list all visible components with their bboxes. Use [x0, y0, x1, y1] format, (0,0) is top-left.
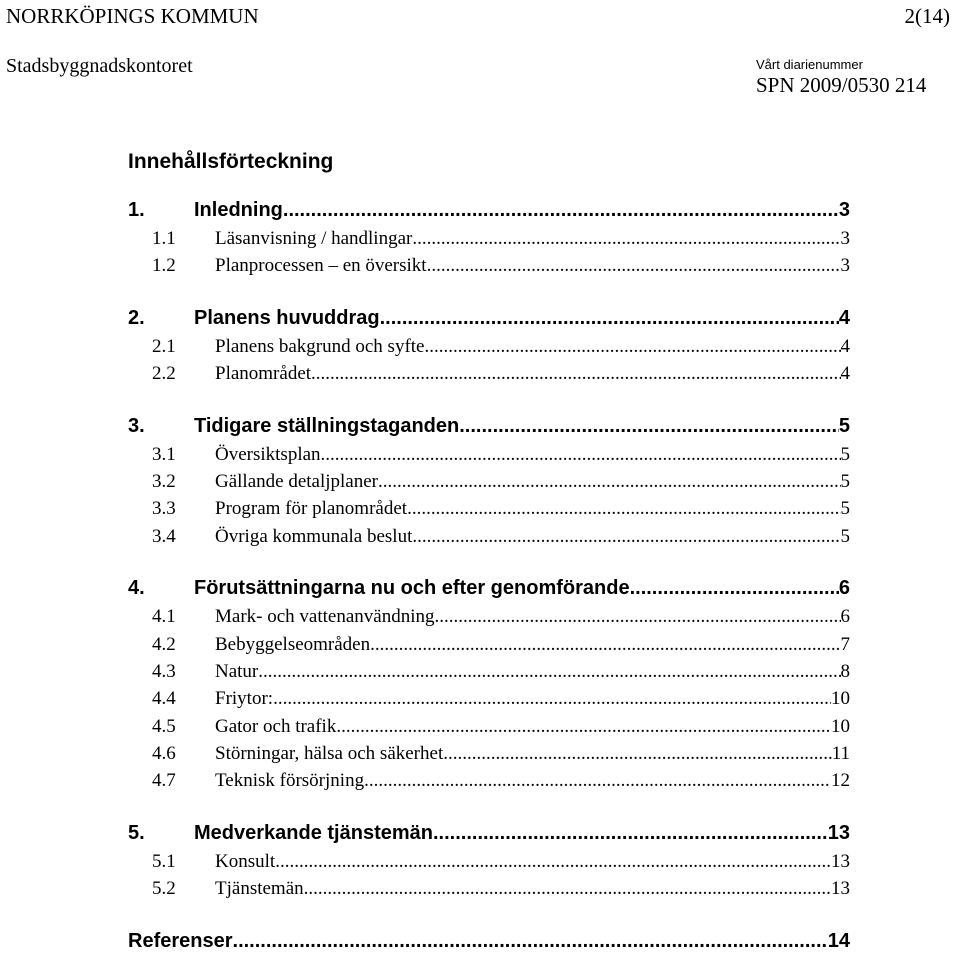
toc-entry-number: 1. — [128, 199, 145, 221]
toc-dot-leader — [370, 634, 840, 656]
toc-entry-number: 4.3 — [152, 660, 176, 682]
toc-entry-page: 13 — [827, 821, 850, 844]
toc-entry-number: 5.2 — [152, 878, 176, 900]
toc-dot-leader — [427, 255, 841, 277]
toc-entry-label: Förutsättningarna nu och efter genomförande — [194, 577, 630, 600]
toc-entry-number: 3.4 — [152, 525, 176, 547]
toc-entry-page: 5 — [840, 525, 850, 547]
toc-entry-page: 4 — [840, 363, 850, 385]
toc-section-entry[interactable] — [128, 307, 850, 336]
toc-dot-leader — [407, 498, 840, 520]
toc-entry-label: Inledning — [194, 199, 283, 221]
toc-section-entry[interactable] — [128, 822, 850, 851]
toc-dot-leader — [434, 606, 840, 628]
toc-subsection-entry[interactable] — [128, 851, 850, 878]
toc-entry-page: 4 — [838, 306, 850, 329]
toc-dot-leader — [304, 878, 831, 900]
toc-subsection-entry[interactable] — [128, 471, 850, 498]
toc-entry-label: Referenser — [128, 929, 233, 952]
toc-section-entry[interactable] — [128, 577, 850, 606]
organization-name: NORRKÖPINGS KOMMUN — [6, 4, 259, 28]
toc-dot-leader — [275, 851, 831, 873]
toc-entry-number: 1.1 — [152, 228, 176, 249]
table-of-contents — [128, 199, 850, 959]
toc-section-gap — [128, 553, 850, 577]
toc-entry-label: Gällande detaljplaner — [215, 470, 379, 492]
toc-dot-leader — [336, 716, 831, 738]
toc-entry-page: 8 — [840, 660, 850, 682]
toc-section-gap — [128, 906, 850, 930]
toc-entry-page: 13 — [831, 878, 850, 900]
toc-section-entry[interactable] — [128, 199, 850, 228]
toc-entry-page: 5 — [840, 498, 850, 520]
toc-entry-label: Planprocessen – en översikt — [215, 255, 427, 277]
toc-section-entry[interactable] — [128, 415, 850, 444]
toc-subsection-entry[interactable] — [128, 498, 850, 525]
toc-dot-leader — [233, 930, 828, 953]
toc-dot-leader — [283, 199, 839, 222]
toc-dot-leader — [412, 526, 840, 548]
toc-entry-number: 2. — [128, 306, 145, 329]
toc-entry-label: Konsult — [215, 850, 276, 872]
toc-dot-leader — [273, 688, 831, 710]
toc-entry-number: 4.6 — [152, 743, 176, 765]
toc-subsection-entry[interactable] — [128, 255, 850, 282]
toc-entry-number: 4.5 — [152, 715, 176, 737]
toc-entry-label: Medverkande tjänstemän — [194, 821, 433, 844]
toc-entry-label: Program för planområdet — [215, 498, 408, 520]
toc-dot-leader — [311, 363, 840, 385]
toc-dot-leader — [630, 577, 839, 600]
toc-entry-label: Tidigare ställningstaganden — [194, 414, 460, 437]
toc-title: Innehållsförteckning — [128, 150, 334, 173]
toc-entry-label: Gator och trafik — [215, 715, 337, 737]
toc-entry-page: 3 — [838, 199, 850, 221]
toc-entry-page: 5 — [840, 443, 850, 465]
toc-entry-page: 10 — [831, 688, 850, 710]
toc-subsection-entry[interactable] — [128, 228, 850, 255]
toc-entry-number: 3.2 — [152, 470, 176, 492]
toc-entry-number: 3.1 — [152, 443, 176, 465]
toc-entry-page: 3 — [840, 255, 850, 277]
toc-dot-leader — [380, 307, 839, 330]
toc-entry-label: Natur — [215, 660, 259, 682]
toc-subsection-entry[interactable] — [128, 336, 850, 363]
toc-entry-label: Läsanvisning / handlingar — [215, 228, 413, 249]
page-number: 2(14) — [904, 4, 950, 28]
toc-subsection-entry[interactable] — [128, 743, 850, 770]
toc-subsection-entry[interactable] — [128, 363, 850, 390]
toc-entry-page: 5 — [840, 470, 850, 492]
reference-label: Vårt diarienummer — [756, 57, 863, 72]
toc-dot-leader — [364, 770, 831, 792]
reference-number: SPN 2009/0530 214 — [756, 73, 927, 97]
toc-entry-page: 10 — [831, 715, 850, 737]
toc-entry-number: 5. — [128, 821, 145, 844]
toc-entry-page: 14 — [827, 929, 850, 952]
toc-subsection-entry[interactable] — [128, 444, 850, 471]
department-name: Stadsbyggnadskontoret — [6, 55, 193, 77]
toc-entry-number: 5.1 — [152, 850, 176, 872]
toc-entry-label: Teknisk försörjning — [215, 770, 365, 792]
toc-subsection-entry[interactable] — [128, 878, 850, 905]
toc-entry-label: Mark- och vattenanvändning — [215, 606, 435, 628]
toc-entry-number: 2.2 — [152, 363, 176, 385]
toc-entry-page: 6 — [840, 606, 850, 628]
toc-subsection-entry[interactable] — [128, 661, 850, 688]
toc-entry-page: 3 — [840, 228, 850, 249]
toc-subsection-entry[interactable] — [128, 634, 850, 661]
toc-entry-label: Planområdet — [215, 363, 312, 385]
toc-entry-page: 12 — [831, 770, 850, 792]
toc-entry-label: Planens huvuddrag — [194, 306, 380, 329]
toc-subsection-entry[interactable] — [128, 526, 850, 553]
toc-entry-label: Störningar, hälsa och säkerhet — [215, 743, 444, 765]
toc-entry-page: 4 — [840, 335, 850, 357]
toc-subsection-entry[interactable] — [128, 688, 850, 715]
toc-entry-number: 3. — [128, 414, 145, 437]
toc-entry-number: 1.2 — [152, 255, 176, 277]
toc-section-entry[interactable] — [128, 930, 850, 959]
toc-dot-leader — [433, 822, 828, 845]
toc-entry-number: 4.4 — [152, 688, 176, 710]
toc-dot-leader — [258, 661, 840, 683]
toc-dot-leader — [459, 415, 839, 438]
toc-entry-label: Tjänstemän — [215, 878, 304, 900]
toc-entry-label: Översiktsplan — [215, 443, 321, 465]
toc-subsection-entry[interactable] — [128, 716, 850, 743]
toc-entry-label: Friytor: — [215, 688, 274, 710]
toc-dot-leader — [321, 444, 841, 466]
toc-dot-leader — [378, 471, 840, 493]
toc-entry-number: 4.7 — [152, 770, 176, 792]
toc-entry-number: 4.2 — [152, 633, 176, 655]
toc-dot-leader — [424, 336, 840, 358]
toc-entry-page: 5 — [838, 414, 850, 437]
toc-section-gap — [128, 798, 850, 822]
toc-subsection-entry[interactable] — [128, 770, 850, 797]
toc-entry-page: 6 — [838, 577, 850, 600]
toc-dot-leader — [412, 228, 840, 250]
toc-subsection-entry[interactable] — [128, 606, 850, 633]
toc-entry-label: Övriga kommunala beslut — [215, 525, 413, 547]
toc-entry-number: 4.1 — [152, 606, 176, 628]
toc-entry-page: 7 — [840, 633, 850, 655]
toc-entry-number: 4. — [128, 577, 145, 600]
toc-section-gap — [128, 391, 850, 415]
toc-dot-leader — [443, 743, 831, 765]
toc-entry-number: 3.3 — [152, 498, 176, 520]
toc-section-gap — [128, 283, 850, 307]
toc-entry-number: 2.1 — [152, 335, 176, 357]
toc-entry-page: 11 — [831, 743, 850, 765]
toc-entry-label: Planens bakgrund och syfte — [215, 335, 425, 357]
toc-entry-page: 13 — [831, 850, 850, 872]
toc-entry-label: Bebyggelseområden — [215, 633, 371, 655]
